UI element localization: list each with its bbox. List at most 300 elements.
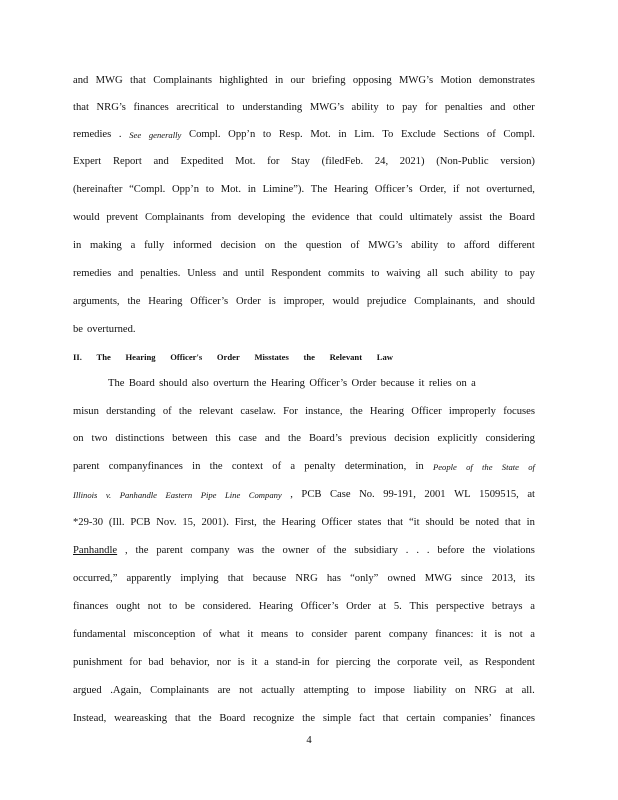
text-line: [73, 267, 535, 281]
word: the: [489, 212, 503, 223]
word: 2001).: [201, 517, 229, 528]
text-line: [73, 656, 535, 670]
word: evidence: [311, 212, 350, 223]
text-line: [73, 74, 535, 88]
word: at: [378, 601, 387, 612]
word: stand-in: [275, 657, 310, 668]
word: opposing: [352, 75, 392, 86]
word: until: [244, 268, 265, 279]
word: Sections: [443, 129, 480, 140]
word: it: [418, 378, 425, 389]
word: 2001: [424, 489, 446, 500]
word: because: [252, 573, 287, 584]
word: Line: [224, 490, 241, 500]
word: of: [350, 240, 360, 251]
word: Mot.: [310, 129, 331, 140]
word: case: [238, 433, 257, 444]
word: Mot.: [220, 184, 241, 195]
word: Complainants: [153, 75, 213, 86]
word: 1509515,: [479, 489, 519, 500]
word: Resp.: [278, 129, 303, 140]
word: argued: [73, 685, 102, 696]
word: Order: [346, 601, 371, 612]
word: PCB: [130, 517, 151, 528]
word: State: [501, 462, 519, 472]
word: states: [357, 517, 382, 528]
word: question: [305, 240, 342, 251]
word: is: [268, 296, 276, 307]
word: Stay: [291, 156, 310, 167]
word: First,: [234, 517, 257, 528]
word: Complainants: [144, 212, 204, 223]
word: that: [174, 713, 191, 724]
word: noted: [475, 517, 499, 528]
text-line: [73, 183, 535, 197]
word: Order: [236, 296, 261, 307]
word: informed: [172, 240, 212, 251]
word: “only”: [350, 573, 379, 584]
word: For: [283, 406, 298, 417]
word: People: [432, 462, 457, 472]
word: that: [504, 517, 521, 528]
word: commits: [327, 268, 365, 279]
word: relies: [428, 378, 452, 389]
word: PCB: [301, 489, 322, 500]
word: 99-191,: [383, 489, 416, 500]
word: and: [118, 268, 134, 279]
word: Hearing: [148, 296, 183, 307]
heading-word: Misstates: [254, 352, 289, 362]
word: owner: [282, 545, 310, 556]
word: penalties: [444, 102, 483, 113]
word: at: [527, 489, 535, 500]
word: the: [482, 462, 493, 472]
text-line: [73, 628, 535, 642]
word: of: [466, 462, 473, 472]
word: Nov.: [156, 517, 177, 528]
text-line: [73, 460, 535, 474]
word: finances:: [435, 629, 474, 640]
word: Expert: [73, 156, 102, 167]
word: such: [444, 268, 464, 279]
word: (hereinafter: [73, 184, 123, 195]
word: assist: [459, 212, 483, 223]
word: See: [129, 130, 142, 140]
word: improperly: [448, 406, 496, 417]
word: the: [262, 517, 276, 528]
word: and: [73, 75, 89, 86]
word: as: [469, 657, 479, 668]
word: the: [261, 545, 275, 556]
word: the: [349, 406, 363, 417]
word: occurred,”: [73, 573, 118, 584]
word: on: [264, 240, 276, 251]
word: ,: [290, 489, 293, 500]
text-line: [73, 405, 535, 419]
word: a: [471, 378, 476, 389]
word: Compl.: [189, 129, 221, 140]
word: of: [528, 462, 535, 472]
word: that: [73, 102, 89, 113]
word: MWG: [95, 75, 123, 86]
word: piercing: [335, 657, 371, 668]
heading-word: Order: [216, 352, 240, 362]
text-line: [73, 712, 535, 726]
word: company: [190, 545, 230, 556]
word: Respondent: [484, 657, 535, 668]
word: should: [425, 517, 454, 528]
word: to: [226, 102, 235, 113]
word: all: [427, 268, 438, 279]
word: to: [295, 629, 304, 640]
word: 24,: [374, 156, 389, 167]
word: Illinois: [73, 490, 98, 500]
word: weareasking: [114, 713, 168, 724]
word: our: [290, 75, 305, 86]
word: Officer’s: [309, 378, 348, 389]
word: Case: [329, 489, 351, 500]
word: To: [382, 129, 394, 140]
word: that: [227, 573, 244, 584]
word: The: [108, 378, 125, 389]
word: is: [494, 629, 502, 640]
word: fact: [358, 713, 375, 724]
text-line: [108, 377, 476, 391]
word: all.: [521, 685, 535, 696]
word: briefing: [311, 75, 346, 86]
word: Limine”).: [262, 184, 305, 195]
word: of: [272, 461, 282, 472]
word: arecritical: [176, 102, 219, 113]
word: v.: [105, 490, 112, 500]
word: finances: [73, 601, 109, 612]
page-number: 4: [306, 735, 312, 746]
word: to: [262, 129, 272, 140]
word: since: [460, 573, 483, 584]
word: on: [455, 685, 466, 696]
word: a: [264, 657, 269, 668]
word: the: [288, 433, 301, 444]
word: to: [205, 184, 214, 195]
word: could: [379, 212, 403, 223]
word: (filedFeb.: [321, 156, 364, 167]
word: the: [253, 378, 267, 389]
word: it: [481, 629, 487, 640]
text-line: [73, 295, 535, 309]
word: the: [377, 657, 391, 668]
word: Report: [112, 156, 142, 167]
word: if: [452, 184, 460, 195]
word: Officer: [321, 517, 352, 528]
text-line: [73, 600, 535, 614]
word: explicitly: [437, 433, 478, 444]
word: Order,: [419, 184, 447, 195]
word: attempting: [303, 685, 349, 696]
word: MWG’s: [398, 75, 434, 86]
word: Panhandle: [73, 545, 118, 556]
word: demonstrates: [478, 75, 535, 86]
word: from: [210, 212, 232, 223]
word: in: [73, 240, 82, 251]
word: Officer’s: [300, 601, 339, 612]
word: the: [302, 713, 316, 724]
word: a: [530, 601, 535, 612]
word: 2021): [399, 156, 425, 167]
word: Complainants: [150, 685, 209, 696]
word: .: [426, 545, 430, 556]
word: .Again,: [110, 685, 142, 696]
word: the: [333, 545, 347, 556]
word: has: [326, 573, 341, 584]
word: *29-30: [73, 517, 104, 528]
word: Board: [128, 378, 155, 389]
word: “it: [408, 517, 420, 528]
word: parent: [156, 545, 183, 556]
text-line: [73, 101, 535, 115]
heading-word: Law: [376, 352, 393, 362]
text-line: [73, 572, 535, 586]
word: (Ill.: [108, 517, 125, 528]
word: Eastern: [165, 490, 193, 500]
word: remedies: [73, 129, 112, 140]
word: This: [409, 601, 429, 612]
word: a: [530, 629, 535, 640]
word: NRG’s: [96, 102, 126, 113]
heading-word: Hearing: [125, 352, 156, 362]
word: for: [424, 102, 438, 113]
word: that: [356, 212, 373, 223]
word: to: [357, 685, 366, 696]
word: and: [490, 102, 506, 113]
word: Hearing: [270, 378, 305, 389]
word: ability: [411, 240, 439, 251]
word: before: [437, 545, 465, 556]
word: MWG: [424, 573, 452, 584]
word: liability: [413, 685, 447, 696]
word: be: [459, 517, 470, 528]
word: Hearing: [258, 601, 293, 612]
word: this: [215, 433, 231, 444]
word: Unless: [187, 268, 217, 279]
word: NRG: [474, 685, 497, 696]
word: Pipe: [200, 490, 217, 500]
word: different: [498, 240, 535, 251]
word: should: [159, 378, 188, 389]
word: corporate: [397, 657, 438, 668]
word: also: [191, 378, 209, 389]
word: Complainants,: [414, 296, 476, 307]
word: Respondent: [271, 268, 322, 279]
word: for: [267, 156, 280, 167]
word: veil,: [443, 657, 463, 668]
word: should: [506, 296, 535, 307]
word: .: [405, 545, 409, 556]
word: what: [219, 629, 240, 640]
word: Board: [219, 713, 246, 724]
word: violations: [493, 545, 535, 556]
word: the: [284, 240, 298, 251]
word: MWG’s: [368, 240, 403, 251]
word: the: [135, 545, 149, 556]
word: are: [217, 685, 231, 696]
text-line: [73, 544, 535, 558]
heading-word: the: [303, 352, 315, 362]
section-heading: [73, 352, 393, 362]
word: overturned,: [486, 184, 535, 195]
word: Mot.: [235, 156, 256, 167]
word: that: [130, 75, 146, 86]
word: other: [513, 102, 535, 113]
word: decision: [394, 433, 430, 444]
word: the: [292, 212, 306, 223]
word: simple: [322, 713, 352, 724]
word: prevent: [106, 212, 139, 223]
word: of: [162, 406, 172, 417]
word: impose: [374, 685, 405, 696]
word: apparently: [126, 573, 172, 584]
word: was: [237, 545, 254, 556]
word: 15,: [182, 517, 196, 528]
word: parent: [354, 629, 382, 640]
word: not: [466, 184, 480, 195]
word: NRG: [295, 573, 318, 584]
word: subsidiary: [354, 545, 398, 556]
word: the: [209, 461, 223, 472]
word: a: [130, 240, 136, 251]
word: in: [338, 129, 347, 140]
word: fundamental: [73, 629, 126, 640]
word: and: [483, 296, 499, 307]
word: The: [310, 184, 328, 195]
word: on: [73, 433, 84, 444]
word: would: [332, 296, 359, 307]
word: overturned.: [87, 324, 136, 335]
word: considered.: [202, 601, 252, 612]
heading-word: Officer's: [170, 352, 203, 362]
heading-word: The: [96, 352, 111, 362]
word: pay: [402, 102, 418, 113]
word: improper,: [283, 296, 325, 307]
word: pay: [519, 268, 535, 279]
word: the: [472, 545, 486, 556]
text-line: [73, 516, 535, 530]
word: WL: [454, 489, 471, 500]
word: and: [264, 433, 281, 444]
word: not: [509, 629, 523, 640]
word: 2013,: [491, 573, 516, 584]
word: a: [290, 461, 296, 472]
word: nor: [216, 657, 231, 668]
word: in: [415, 461, 424, 472]
word: ought: [115, 601, 141, 612]
word: MWG’s: [309, 102, 344, 113]
word: previous: [349, 433, 387, 444]
word: determination,: [344, 461, 407, 472]
word: Officer: [411, 406, 442, 417]
word: Hearing: [281, 517, 316, 528]
word: consider: [311, 629, 348, 640]
word: of: [202, 629, 212, 640]
word: instance,: [305, 406, 343, 417]
word: is: [237, 657, 245, 668]
word: behavior,: [170, 657, 210, 668]
word: derstanding: [106, 406, 156, 417]
word: ability: [351, 102, 379, 113]
word: two: [91, 433, 108, 444]
word: of: [486, 129, 496, 140]
word: it: [251, 657, 258, 668]
section-number: II.: [73, 352, 82, 362]
text-line: [73, 323, 535, 337]
word: Instead,: [73, 713, 107, 724]
word: Hearing: [369, 406, 405, 417]
word: focuses: [503, 406, 535, 417]
word: understanding: [242, 102, 303, 113]
word: overturn: [213, 378, 250, 389]
word: penalty: [304, 461, 336, 472]
word: in: [247, 184, 256, 195]
word: and: [222, 268, 239, 279]
word: between: [172, 433, 208, 444]
word: misconception: [133, 629, 196, 640]
word: in: [274, 75, 284, 86]
word: actually: [261, 685, 295, 696]
text-line: [73, 488, 535, 502]
word: Officer’s: [190, 296, 229, 307]
word: relevant: [199, 406, 234, 417]
word: Opp’n: [171, 184, 200, 195]
word: perspective: [436, 601, 485, 612]
word: the: [178, 406, 192, 417]
word: in: [192, 461, 201, 472]
word: to: [169, 601, 178, 612]
word: the: [198, 713, 212, 724]
word: companies’: [443, 713, 492, 724]
word: Board’s: [308, 433, 342, 444]
word: not: [147, 601, 162, 612]
word: caselaw.: [240, 406, 276, 417]
word: ability: [470, 268, 498, 279]
word: 5.: [393, 601, 402, 612]
word: that: [382, 713, 399, 724]
word: it: [247, 629, 254, 640]
word: of: [316, 545, 326, 556]
word: parent: [73, 461, 100, 472]
word: misun: [73, 406, 99, 417]
word: to: [504, 268, 513, 279]
word: punishment: [73, 657, 123, 668]
word: Lim.: [354, 129, 375, 140]
word: implying: [180, 573, 219, 584]
text-line: [73, 239, 535, 253]
text-line: [73, 211, 535, 225]
word: Motion: [440, 75, 472, 86]
text-line: [73, 432, 535, 446]
word: not: [239, 685, 253, 696]
word: means: [260, 629, 288, 640]
word: prejudice: [366, 296, 407, 307]
word: because: [380, 378, 415, 389]
word: and: [153, 156, 169, 167]
word: to: [371, 268, 380, 279]
word: waiving: [386, 268, 421, 279]
word: .: [416, 545, 419, 556]
word: finances: [499, 713, 535, 724]
word: recognize: [253, 713, 295, 724]
word: ,: [125, 545, 128, 556]
word: certain: [406, 713, 436, 724]
word: ultimately: [409, 212, 453, 223]
